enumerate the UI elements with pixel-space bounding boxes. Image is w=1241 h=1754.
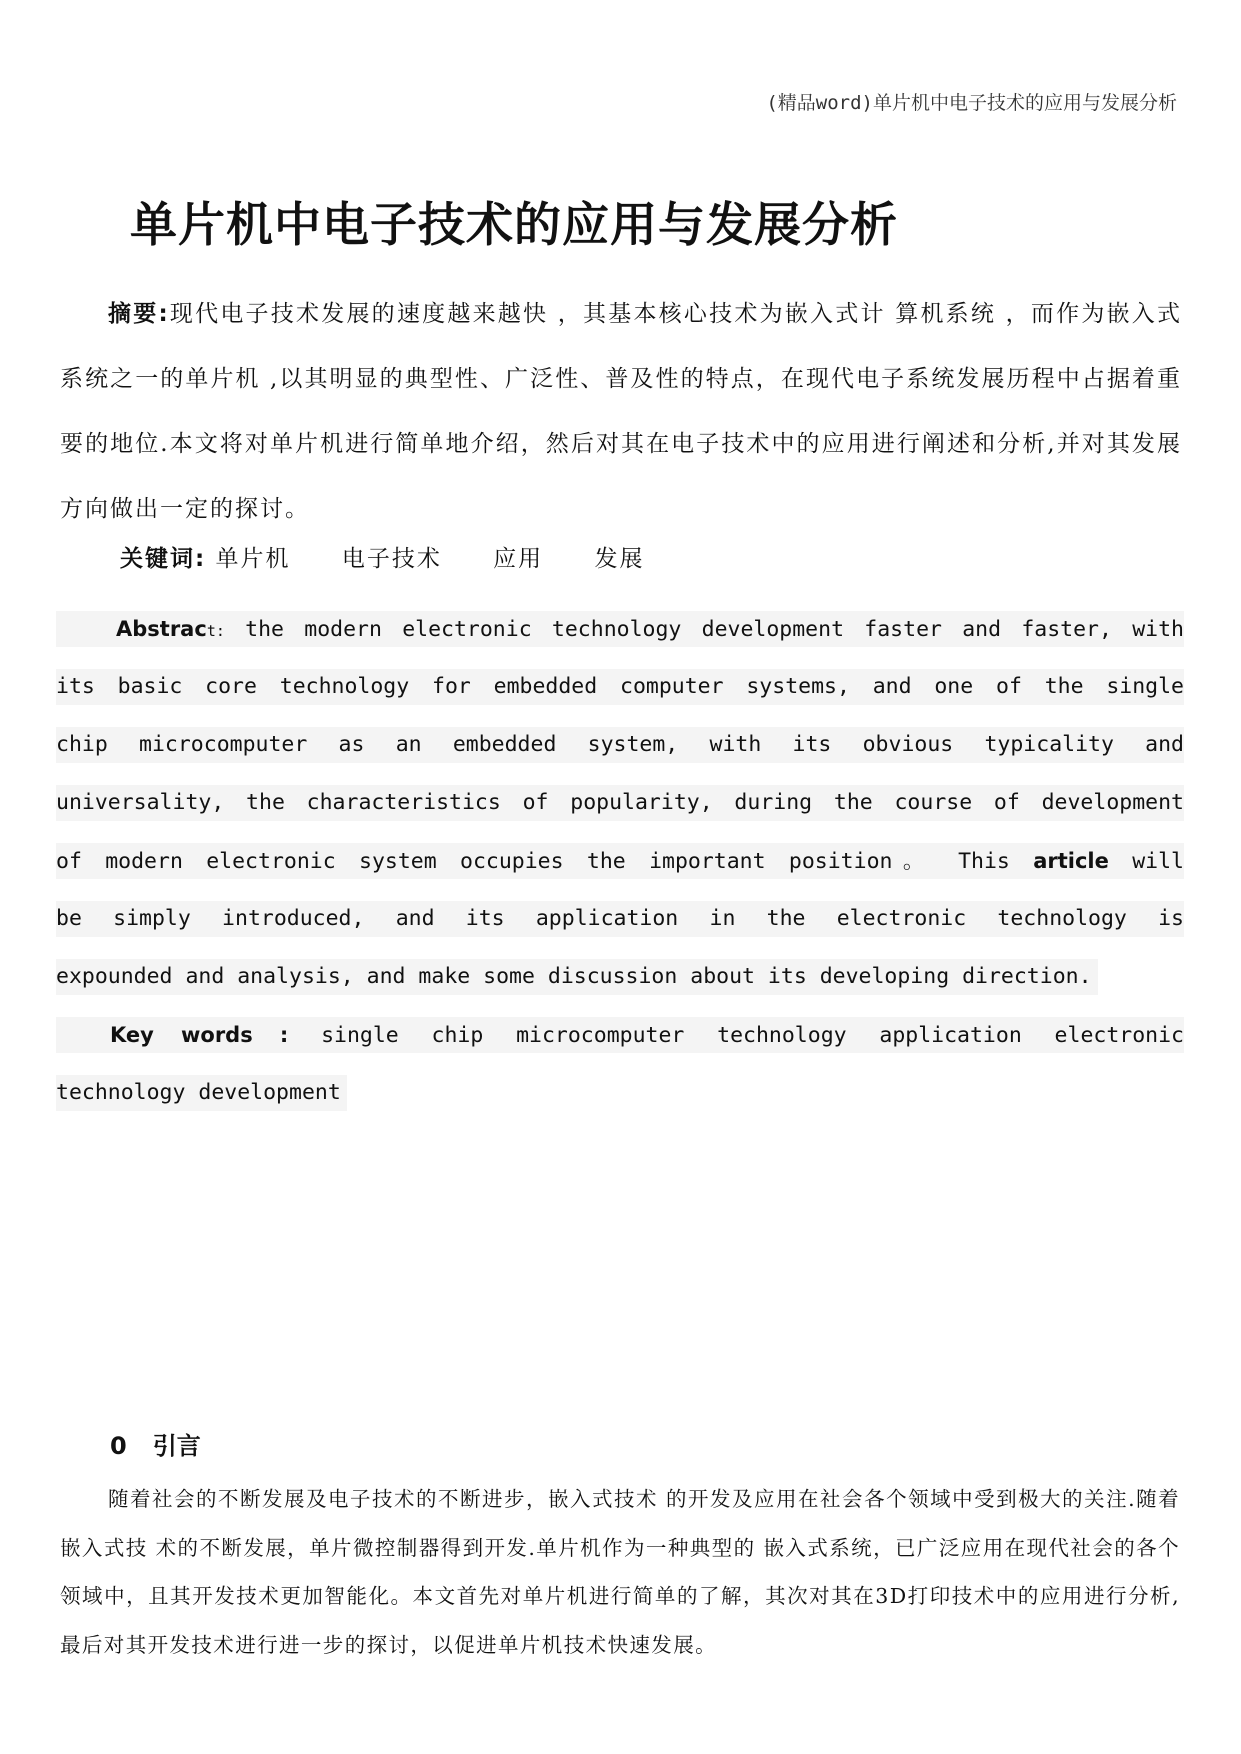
keyword-item: 应用 [493,546,544,572]
introduction-paragraph: 随着社会的不断发展及电子技术的不断进步，嵌入式技术 的开发及应用在社会各个领域中受到极大的关注.随着嵌入式技 术的不断发展，单片微控制器得到开发.单片机作为一种典型的 嵌入式系统，已广泛应用在现代社会的各个领域中，且其开发技术更加智能化。本文首先对单片机进行简单的了解，其次对其在3D打印技术中的应用进行分析,最后对其开发技术进行进一步的探讨，以促进单片机技术快速发展。 [60,1487,1180,1657]
abstract-en-label: Abstrac [116,617,207,641]
chinese-abstract [60,282,1182,542]
abstract-text: 现代电子技术发展的速度越来越快 ，其基本核心技术为嵌入式计 算机系统 ，而作为嵌入式系统之一的单片机 ,以其明显的典型性、广泛性、普及性的特点，在现代电子系统发展历程中占据着重要的地位.本文将对单片机进行简单地介绍，然后对其在电子技术中的应用进行阐述和分析,并对其发展方向做出一定的探讨。 [60,301,1183,522]
english-abstract-line: chip microcomputer as an embedded system, with its obvious typicality and [56,727,1184,763]
english-abstract-line: its basic core technology for embedded computer systems, and one of the single [56,669,1184,705]
keyword-item: 发展 [594,546,645,572]
keywords-en-label: Key words : [110,1023,289,1047]
running-header: (精品word)单片机中电子技术的应用与发展分析 [766,92,1177,114]
english-abstract-line: of modern electronic system occupies the important position。 This article will [56,843,1184,879]
english-keywords-line: technology development [56,1075,347,1111]
keyword-item: 单片机 [215,546,291,572]
english-abstract-line: be simply introduced, and its application in the electronic technology is [56,901,1184,937]
section-heading [110,1426,201,1461]
bold-word: article [1033,849,1109,873]
abstract-label: 摘要: [108,301,170,327]
keyword-item: 电子技术 [341,546,442,572]
keywords-label: 关键词: [120,546,207,572]
english-abstract-line: universality, the characteristics of popularity, during the course of development [56,785,1184,821]
english-abstract-line: Abstract: the modern electronic technology development faster and faster, with [56,611,1184,647]
abstract-en-label-tail: t: [206,622,225,640]
section-number: 0 [110,1432,127,1460]
english-keywords-line: Key words : single chip microcomputer technology application electronic [56,1017,1184,1053]
document-title: 单片机中电子技术的应用与发展分析 [130,198,898,253]
chinese-keywords [120,540,686,573]
english-abstract-line: expounded and analysis, and make some discussion about its developing direction. [56,959,1098,995]
section-title: 引言 [152,1432,201,1460]
